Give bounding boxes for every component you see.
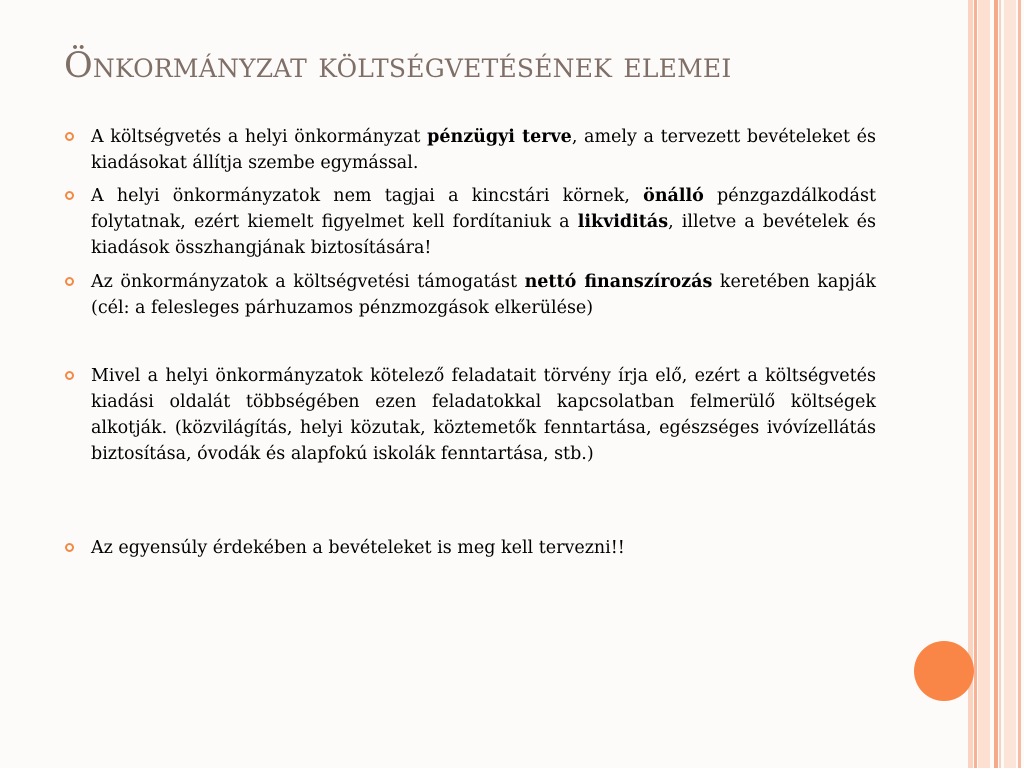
bullet-emphasis: önálló — [643, 186, 704, 206]
bullet-item — [91, 124, 876, 176]
bullet-item — [91, 535, 876, 561]
bullet-text: , amely a tervezett bevételeket és kiadásokat állítja szembe egymással. — [91, 127, 876, 173]
bullet-text: Az egyensúly érdekében a bevételeket is meg kell tervezni!! — [91, 538, 625, 558]
bullet-text: Mivel a helyi önkormányzatok kötelező feladatait törvény írja elő, ezért a költségvetés kiadási oldalát többségében ezen feladatokkal kapcsolatban felmerülő költségek alkotják. (közvilágítás, helyi közutak, köztemetők fenntartása, egészséges ivóvízellátás biztosítása, óvodák és alapfokú iskolák fenntartása, stb.) — [91, 366, 876, 464]
bullet-icon — [65, 191, 74, 200]
bullet-item — [91, 183, 876, 261]
bullet-text: pénzgazdálkodást folytatnak, ezért kiemelt figyelmet kell fordítaniuk a — [91, 186, 876, 232]
bullet-item — [91, 269, 876, 321]
bullet-text: keretében kapják (cél: a felesleges párhuzamos pénzmozgások elkerülése) — [91, 272, 876, 318]
bullet-icon — [65, 543, 74, 552]
bullet-emphasis: pénzügyi terve — [427, 127, 572, 147]
slide-title: Önkormányzat költségvetésének elemei — [64, 46, 732, 86]
bullet-icon — [65, 277, 74, 286]
bullet-emphasis: likviditás — [577, 212, 669, 232]
decorative-stripes — [968, 0, 1024, 768]
bullet-text: A költségvetés a helyi önkormányzat — [91, 127, 428, 147]
bullet-item — [91, 363, 876, 467]
bullet-text: , illetve a bevételek és kiadások összhangjának biztosítására! — [91, 212, 876, 258]
bullet-emphasis: nettó finanszírozás — [524, 272, 713, 292]
bullet-text: Az önkormányzatok a költségvetési támogatást — [91, 272, 525, 292]
decorative-circle — [914, 641, 974, 701]
bullet-icon — [65, 371, 74, 380]
bullet-text: A helyi önkormányzatok nem tagjai a kincstári körnek, — [91, 186, 644, 206]
bullet-icon — [65, 132, 74, 141]
